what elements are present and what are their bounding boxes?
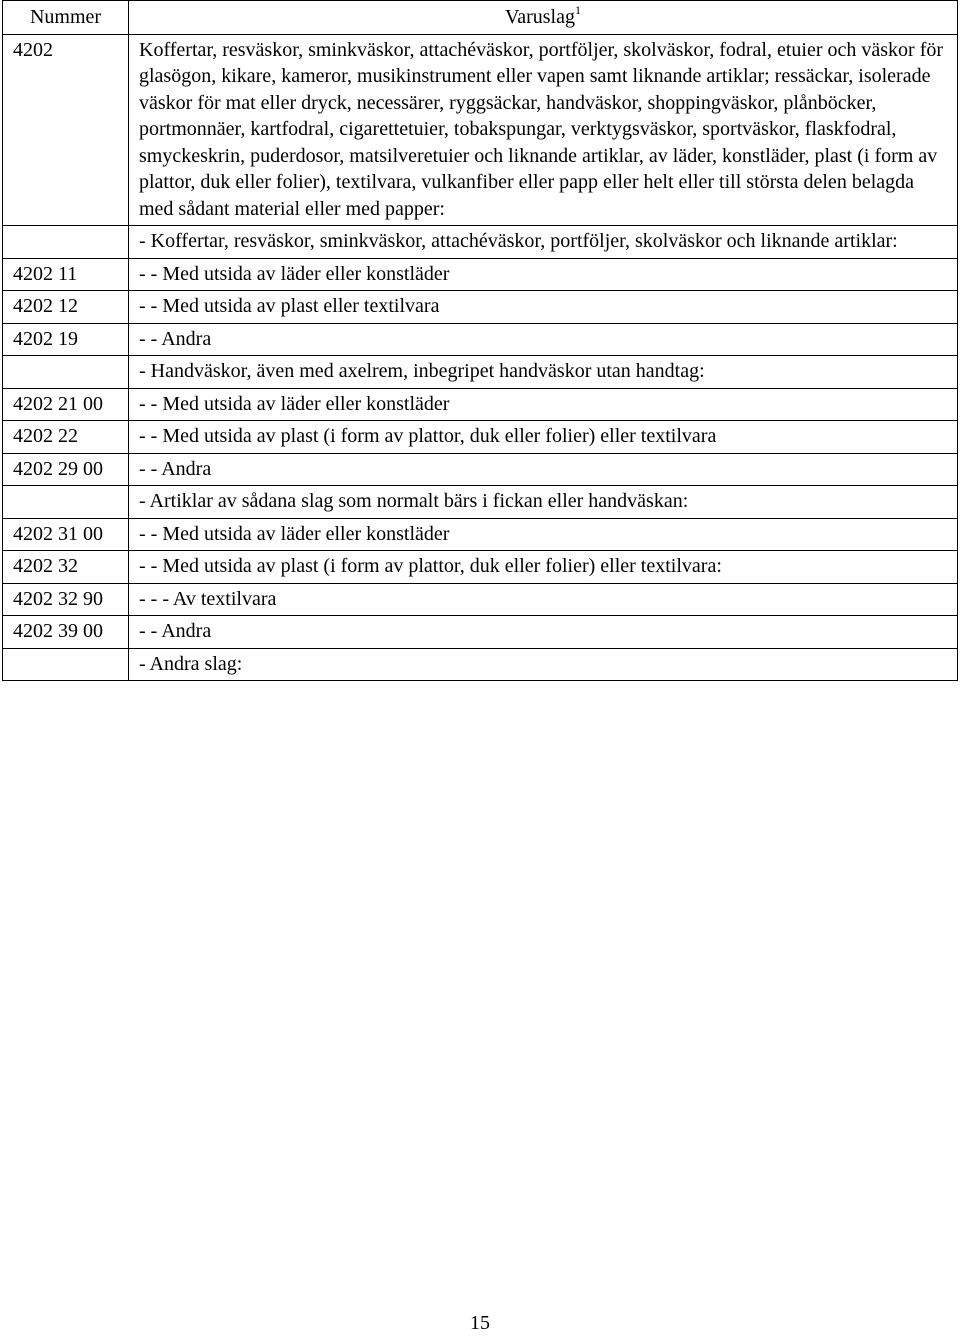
table-row xyxy=(3,518,958,551)
table-row xyxy=(3,648,958,681)
tariff-number: 4202 19 xyxy=(3,323,129,356)
goods-description: - Artiklar av sådana slag som normalt bärs i fickan eller handväskan: xyxy=(129,486,958,519)
goods-description: - - Andra xyxy=(129,453,958,486)
tariff-table xyxy=(2,0,958,681)
goods-description: - - - Av textilvara xyxy=(129,583,958,616)
goods-description: - - Med utsida av läder eller konstläder xyxy=(129,388,958,421)
table-row xyxy=(3,323,958,356)
goods-description: - - Med utsida av plast (i form av plattor, duk eller folier) eller textilvara: xyxy=(129,551,958,584)
tariff-number: 4202 xyxy=(3,34,129,226)
goods-description: - - Med utsida av plast (i form av plattor, duk eller folier) eller textilvara xyxy=(129,421,958,454)
tariff-number: 4202 39 00 xyxy=(3,616,129,649)
tariff-number: 4202 12 xyxy=(3,291,129,324)
tariff-number xyxy=(3,226,129,259)
tariff-number: 4202 21 00 xyxy=(3,388,129,421)
table-row xyxy=(3,616,958,649)
goods-description: - - Med utsida av läder eller konstläder xyxy=(129,258,958,291)
table-body xyxy=(3,34,958,681)
table-row xyxy=(3,34,958,226)
table-row xyxy=(3,453,958,486)
tariff-number xyxy=(3,648,129,681)
tariff-number: 4202 29 00 xyxy=(3,453,129,486)
table-row xyxy=(3,291,958,324)
table-row xyxy=(3,258,958,291)
header-goods-label: Varuslag xyxy=(505,6,575,28)
tariff-number: 4202 11 xyxy=(3,258,129,291)
goods-description: - - Andra xyxy=(129,616,958,649)
table-header-row xyxy=(3,1,958,35)
table-row xyxy=(3,486,958,519)
footnote-mark: 1 xyxy=(574,3,581,17)
tariff-number: 4202 22 xyxy=(3,421,129,454)
header-number: Nummer xyxy=(3,1,129,35)
goods-description: - - Andra xyxy=(129,323,958,356)
goods-description: Koffertar, resväskor, sminkväskor, attachéväskor, portföljer, skolväskor, fodral, etuier och väskor för glasögon, kikare, kameror, musikinstrument eller vapen samt liknande artiklar; ressäckar, isolerade väskor för mat eller dryck, necessärer, ryggsäckar, handväskor, shoppingväskor, plånböcker, portmonnäer, kartfodral, cigarettetuier, tobakspungar, verktygsväskor, sportväskor, flaskfodral, smyckeskrin, puderdosor, matsilveretuier och liknande artiklar, av läder, konstläder, plast (i form av plattor, duk eller folier), textilvara, vulkanfiber eller papp eller helt eller till största delen belagda med sådant material eller med papper: xyxy=(129,34,958,226)
goods-description: - - Med utsida av läder eller konstläder xyxy=(129,518,958,551)
tariff-number: 4202 32 xyxy=(3,551,129,584)
goods-description: - Andra slag: xyxy=(129,648,958,681)
goods-description: - - Med utsida av plast eller textilvara xyxy=(129,291,958,324)
tariff-number: 4202 31 00 xyxy=(3,518,129,551)
table-row xyxy=(3,356,958,389)
tariff-number: 4202 32 90 xyxy=(3,583,129,616)
table-row xyxy=(3,421,958,454)
goods-description: - Koffertar, resväskor, sminkväskor, attachéväskor, portföljer, skolväskor och liknande artiklar: xyxy=(129,226,958,259)
page-number: 15 xyxy=(470,1312,490,1334)
goods-description: - Handväskor, även med axelrem, inbegripet handväskor utan handtag: xyxy=(129,356,958,389)
header-goods xyxy=(129,1,958,35)
table-row xyxy=(3,583,958,616)
tariff-number xyxy=(3,356,129,389)
tariff-number xyxy=(3,486,129,519)
table-row xyxy=(3,388,958,421)
table-row xyxy=(3,551,958,584)
table-row xyxy=(3,226,958,259)
